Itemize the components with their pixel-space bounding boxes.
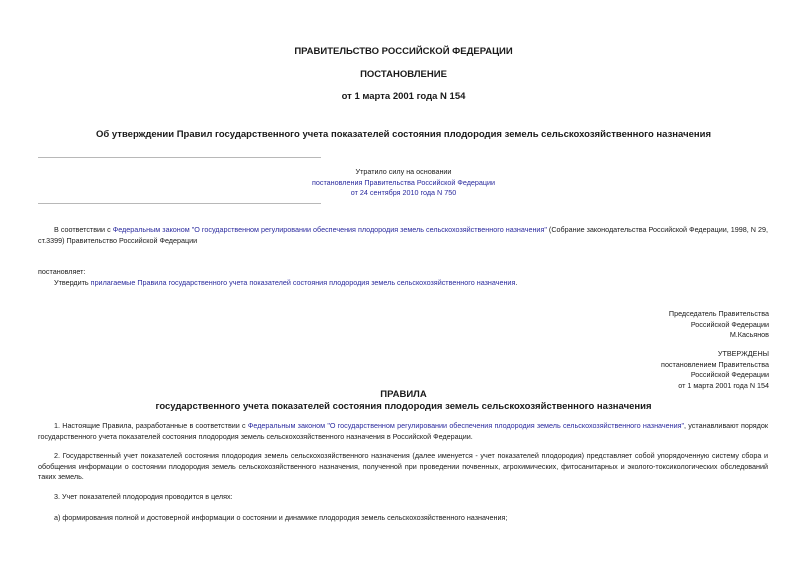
government-heading: ПРАВИТЕЛЬСТВО РОССИЙСКОЙ ФЕДЕРАЦИИ [294,46,513,57]
status-block [200,167,607,199]
approved-country: Российской Федерации [690,370,769,379]
p1-prefix: 1. Настоящие Правила, разработанные в соответствии с [54,421,248,430]
approved-by: постановлением Правительства [661,359,769,369]
divider-bottom [38,203,321,204]
approve-suffix: . [515,278,518,287]
approved-date: от 1 марта 2001 года N 154 [678,380,769,390]
approve-prefix: Утвердить [54,278,91,287]
document-type: ПОСТАНОВЛЕНИЕ [360,69,447,80]
repeal-decree-date-link[interactable]: от 24 сентября 2010 года N 750 [350,188,457,197]
federal-law-link[interactable]: Федеральным законом "О государственном регулировании обеспечения плодородия земель сельскохозяйственного назначения" [112,225,547,234]
attached-rules-link[interactable]: прилагаемые Правила государственного учета показателей состояния плодородия земель сельскохозяйственного назначения [90,278,516,287]
preamble-suffix: (Собрание законодательства Российской Федерации, 1998, N 29, ст.3399) Правительство Российской Федерации [38,225,768,245]
rules-heading: ПРАВИЛА [380,389,427,400]
rules-paragraph-1 [38,421,768,442]
status-text: Утратило силу на основании [355,167,452,176]
signature-position: Председатель Правительства [668,309,769,318]
signature-name: М.Касьянов [729,330,769,339]
rules-paragraph-3: 3. Учет показателей плодородия проводится в целях: [54,492,233,501]
signature-block [469,309,769,341]
rules-paragraph-2: 2. Государственный учет показателей состояния плодородия земель сельскохозяйственного назначения (далее именуется - учет показателей плодородия) представляет собой упорядоченную систему сбора и обобщения информации о состоянии плодородия земель сельскохозяйственного назначения, полученной при проведении почвенных, агрохимических, фитосанитарных и эколого-токсикологических обследований таких земель. [38,451,768,481]
rules-paragraph-3a: а) формирования полной и достоверной информации о состоянии и динамике плодородия земель сельскохозяйственного назначения; [54,513,508,522]
preamble-prefix: В соответствии с [54,225,113,234]
preamble-paragraph [38,225,768,246]
repeal-decree-link[interactable]: постановления Правительства Российской Федерации [311,177,496,187]
signature-country: Российской Федерации [690,319,769,329]
p1-suffix: , устанавливают порядок государственного учета показателей состояния плодородия земель сельскохозяйственного назначения в Российской Федерации. [38,421,768,441]
approved-block [469,349,769,391]
approved-label: УТВЕРЖДЕНЫ [717,349,769,358]
rules-subheading: государственного учета показателей состояния плодородия земель сельскохозяйственного назначения [155,401,652,412]
divider-top [38,157,321,158]
p1-federal-law-link[interactable]: Федеральным законом "О государственном регулировании обеспечения плодородия земель сельскохозяйственного назначения" [247,421,685,430]
document-date-number: от 1 марта 2001 года N 154 [341,91,466,102]
postanovlyaet-text: постановляет: [38,267,86,276]
approve-paragraph [54,278,768,289]
document-title: Об утверждении Правил государственного учета показателей состояния плодородия земель сельскохозяйственного назначения [96,129,711,140]
